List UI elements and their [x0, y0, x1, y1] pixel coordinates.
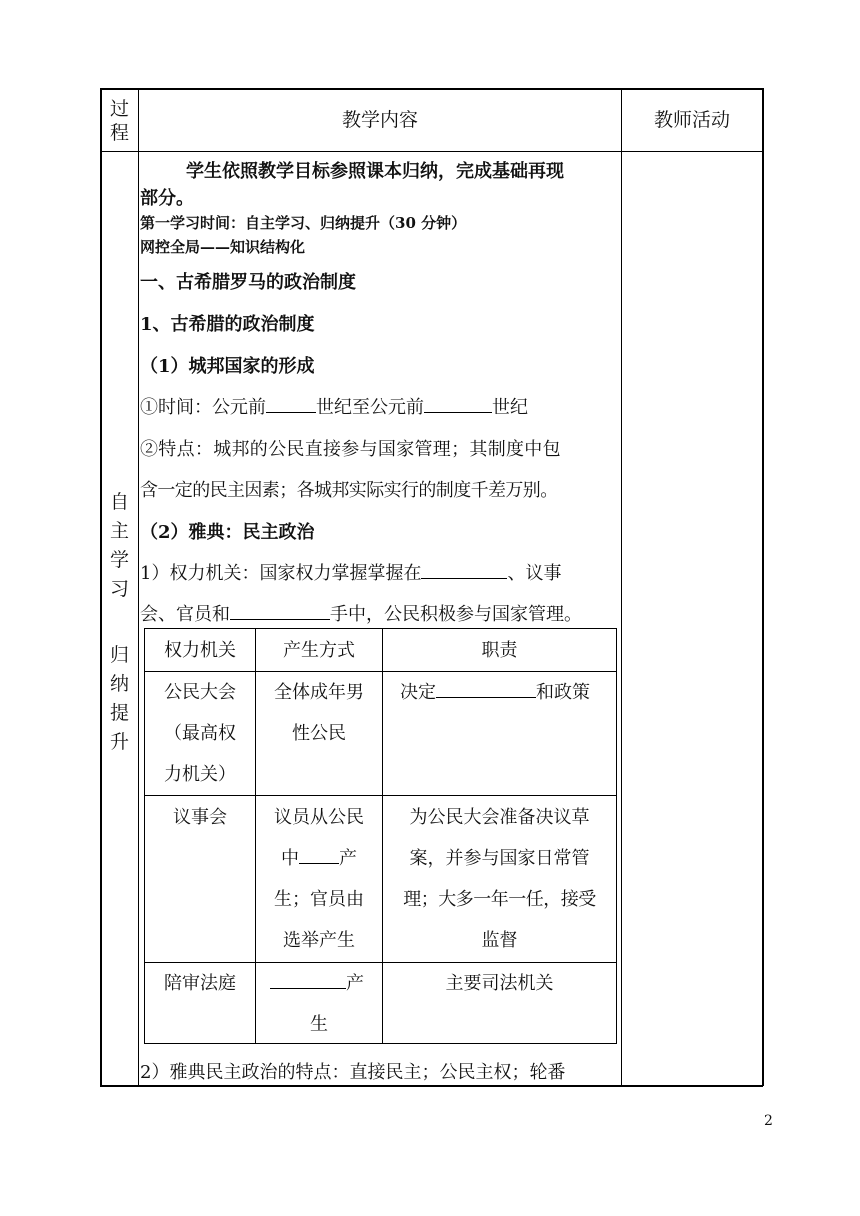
- inner-table-row-2: [144, 795, 617, 796]
- method-text-produce: 产: [346, 973, 364, 994]
- time-fill-line: [140, 393, 620, 419]
- table-row-3-method: [256, 963, 382, 1045]
- inner-header-method: 产生方式: [283, 640, 355, 661]
- duty-text-b: 和政策: [536, 682, 590, 703]
- duty-line: 案，并参与国家日常管: [409, 848, 590, 869]
- header-process-text: 过程: [109, 98, 129, 144]
- table-border-right: [762, 88, 764, 1086]
- process-char: 学: [109, 549, 129, 571]
- inner-header-duty: 职责: [481, 640, 518, 661]
- organ-line: （最高权: [164, 723, 236, 744]
- duty-line: 监督: [481, 930, 518, 951]
- blank-jury: [270, 972, 346, 989]
- process-char: 升: [109, 731, 129, 753]
- page-number: 2: [764, 1113, 773, 1129]
- table-row-1-organ: [145, 672, 255, 795]
- process-char: 归: [109, 644, 129, 666]
- table-row-3-organ: 陪审法庭: [164, 973, 236, 994]
- blank-method: [299, 847, 339, 864]
- process-label: [101, 487, 138, 756]
- intro-line-1: 学生依照教学目标参照课本归纳，完成基础再现: [186, 161, 564, 182]
- duty-text-a: 决定: [400, 682, 436, 703]
- process-char: 纳: [109, 673, 129, 695]
- time-text-a: ①时间：公元前: [140, 397, 266, 418]
- blank-power-2: [230, 603, 330, 620]
- inner-table-right: [616, 628, 617, 1044]
- table-row-1-duty: [400, 672, 616, 713]
- method-line: 议员从公民: [274, 807, 364, 828]
- table-row-3-duty: 主要司法机关: [445, 973, 554, 994]
- feature-line-2: 含一定的民主因素；各城邦实际实行的制度千差万别。: [140, 480, 558, 501]
- time-text-c: 世纪: [492, 397, 528, 418]
- network-line: 网控全局——知识结构化: [140, 238, 306, 256]
- time-line: 第一学习时间：自主学习、归纳提升（30 分钟）: [140, 214, 467, 232]
- power-text-d: 手中，公民积极参与国家管理。: [330, 604, 582, 625]
- subsection-1-heading: 1、古希腊的政治制度: [140, 314, 315, 335]
- blank-century-2: [424, 396, 492, 413]
- table-border-top: [100, 88, 763, 90]
- header-teacher: 教师活动: [653, 109, 730, 131]
- process-char: 提: [109, 702, 129, 724]
- method-line: 生；官员由: [274, 889, 364, 910]
- section-1-heading: 一、古希腊罗马的政治制度: [140, 272, 356, 293]
- inner-table-top: [144, 628, 617, 629]
- header-process: [101, 97, 138, 145]
- method-line: 选举产生: [283, 930, 355, 951]
- blank-century-1: [266, 396, 316, 413]
- method-line: [256, 963, 382, 1004]
- inner-header-organ: 权力机关: [164, 640, 236, 661]
- table-divider-2: [621, 88, 622, 1086]
- table-row-2-duty: [383, 797, 616, 961]
- method-line: 性公民: [292, 723, 346, 744]
- table-divider-1: [138, 88, 139, 1086]
- method-text-b: 产: [339, 848, 357, 869]
- method-text-a: 中: [281, 848, 299, 869]
- header-content: 教学内容: [341, 109, 418, 131]
- table-row-2-organ: 议事会: [173, 807, 227, 828]
- subsection-1-2-heading: （2）雅典：民主政治: [140, 522, 315, 543]
- blank-power-1: [421, 562, 507, 579]
- table-row-2-method: [256, 797, 382, 961]
- organ-line: 力机关）: [164, 764, 236, 785]
- duty-line: 理；大多一年一任，接受: [403, 889, 596, 910]
- process-char: 自: [109, 491, 129, 513]
- intro-line-2: 部分。: [140, 188, 194, 209]
- power-line-2: [140, 600, 620, 626]
- table-border-bottom: [100, 1085, 763, 1087]
- power-text-b: 、议事: [507, 563, 562, 584]
- method-line: 全体成年男: [274, 682, 364, 703]
- time-text-b: 世纪至公元前: [316, 397, 424, 418]
- duty-line: 为公民大会准备决议草: [409, 807, 590, 828]
- power-line-1: [140, 559, 620, 585]
- table-row-1-method: [256, 672, 382, 754]
- power-text-c: 会、官员和: [140, 604, 230, 625]
- power-text-a: 1）权力机关：国家权力掌握掌握在: [140, 563, 422, 584]
- method-line: 生: [310, 1014, 328, 1035]
- blank-duty: [436, 681, 536, 698]
- organ-line: 公民大会: [164, 682, 236, 703]
- process-char: 主: [109, 520, 129, 542]
- process-char: 习: [109, 578, 129, 600]
- method-line: [256, 838, 382, 879]
- subsection-1-1-heading: （1）城邦国家的形成: [140, 356, 315, 377]
- feature-line-1: ②特点：城邦的公民直接参与国家管理；其制度中包: [140, 439, 561, 460]
- trait-line: 2）雅典民主政治的特点：直接民主；公民主权；轮番: [140, 1062, 566, 1083]
- table-border-header: [100, 151, 763, 152]
